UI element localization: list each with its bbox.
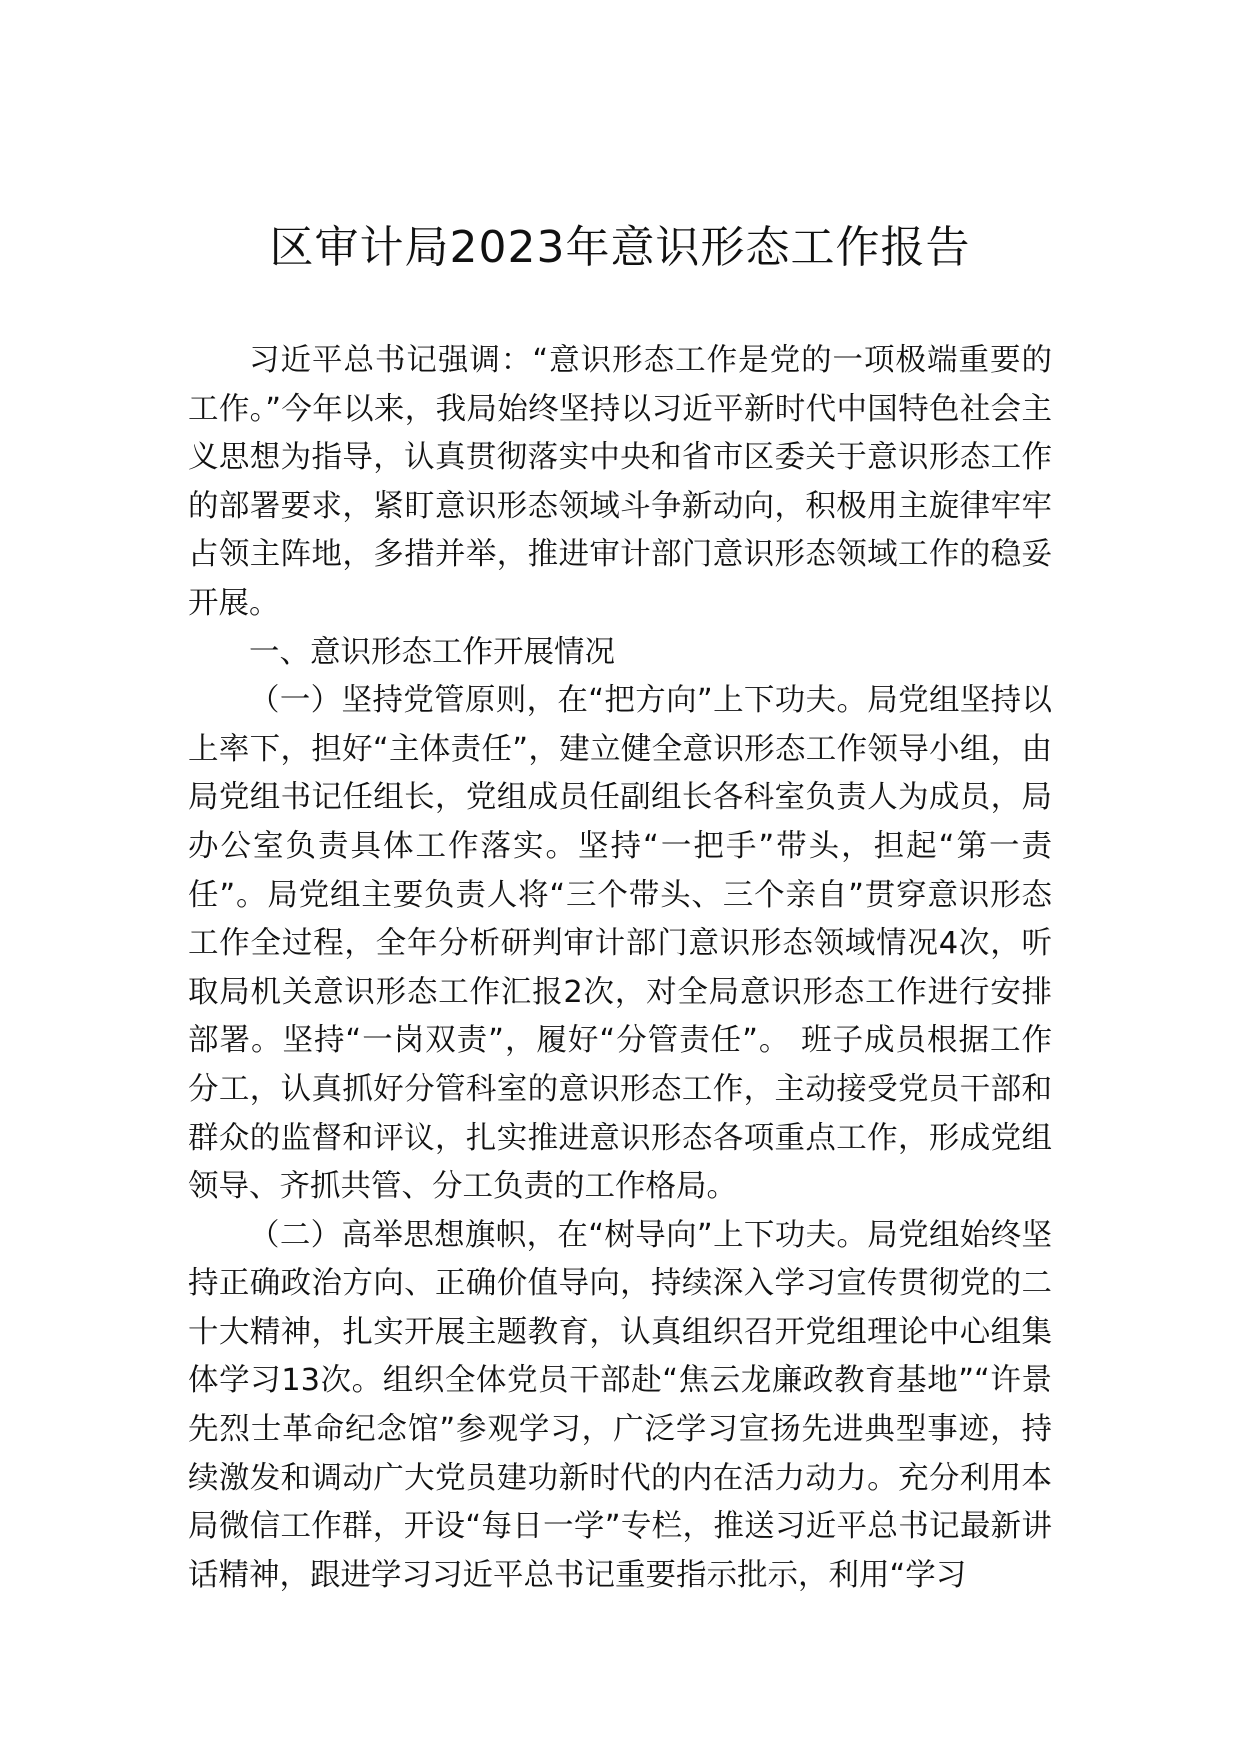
subsection-paragraph-1: （一）坚持党管原则，在“把方向”上下功夫。局党组坚持以上率下，担好“主体责任”，建立健全意识形态工作领导小组，由局党组书记任组长，党组成员任副组长各科室负责人为成员，局办公室负责具体工作落实。坚持“一把手”带头，担起“第一责任”。局党组主要负责人将“三个带头、三个亲自”贯穿意识形态工作全过程，全年分析研判审计部门意识形态领域情况4次，听取局机关意识形态工作汇报2次，对全局意识形态工作进行安排部署。坚持“一岗双责”，履好“分管责任”。 班子成员根据工作分工，认真抓好分管科室的意识形态工作，主动接受党员干部和群众的监督和评议，扎实推进意识形态各项重点工作，形成党组领导、齐抓共管、分工负责的工作格局。: [188, 683, 1052, 1205]
document-body: [188, 337, 1052, 1600]
document-title: 区审计局2023年意识形态工作报告: [269, 222, 971, 273]
subsection-paragraph-2: （二）高举思想旗帜，在“树导向”上下功夫。局党组始终坚持正确政治方向、正确价值导向，持续深入学习宣传贯彻党的二十大精神，扎实开展主题教育，认真组织召开党组理论中心组集体学习13次。组织全体党员干部赴“焦云龙廉政教育基地”“许景先烈士革命纪念馆”参观学习，广泛学习宣扬先进典型事迹，持续激发和调动广大党员建功新时代的内在活力动力。充分利用本局微信工作群，开设“每日一学”专栏，推送习近平总书记最新讲话精神，跟进学习习近平总书记重要指示批示，利用“学习: [188, 1217, 1052, 1593]
intro-paragraph: 习近平总书记强调：“意识形态工作是党的一项极端重要的工作。”今年以来，我局始终坚持以习近平新时代中国特色社会主义思想为指导，认真贯彻落实中央和省市区委关于意识形态工作的部署要求，紧盯意识形态领域斗争新动向，积极用主旋律牢牢占领主阵地，多措并举，推进审计部门意识形态领域工作的稳妥开展。: [188, 343, 1052, 621]
section-heading-1: 一、意识形态工作开展情况: [249, 634, 615, 670]
